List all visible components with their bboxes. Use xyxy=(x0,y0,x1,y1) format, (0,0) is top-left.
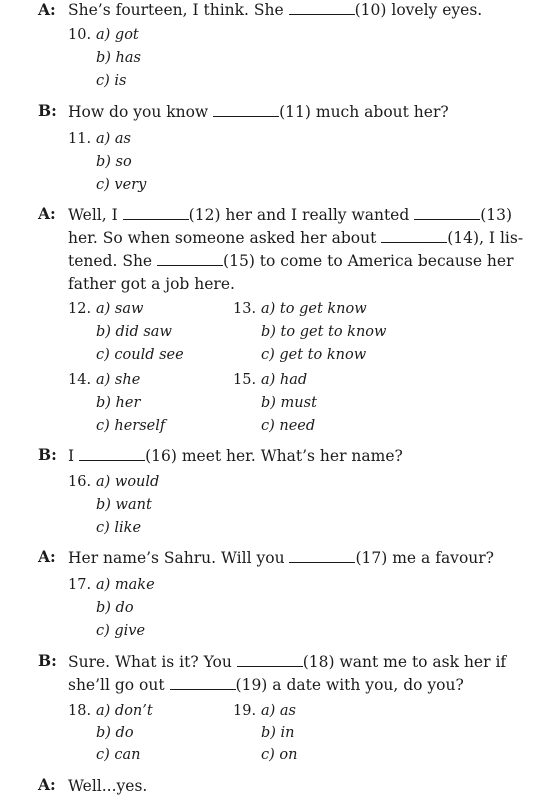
answer-blank[interactable] xyxy=(414,205,480,220)
speaker-label: B: xyxy=(38,651,57,670)
line-text: she’ll go out xyxy=(68,676,170,694)
line-text: father got a job here. xyxy=(68,275,235,293)
blank-number: (14) xyxy=(447,229,480,247)
blank-number: (10) xyxy=(354,1,387,19)
line-text: , I lis- xyxy=(479,229,524,247)
question-number: 12. xyxy=(68,301,92,317)
dialogue-line xyxy=(68,250,514,272)
answer-blank[interactable] xyxy=(79,446,145,461)
dialogue-line xyxy=(68,674,464,696)
dialogue-line xyxy=(68,101,449,123)
answer-blank[interactable] xyxy=(381,228,447,243)
blank-number: (19) xyxy=(235,676,268,694)
speaker-label: A: xyxy=(38,0,56,19)
option-c[interactable]: c) on xyxy=(261,747,298,763)
blank-number: (15) xyxy=(223,252,255,270)
speaker-label: A: xyxy=(38,204,56,223)
option-b[interactable]: b) must xyxy=(261,395,317,411)
answer-blank[interactable] xyxy=(157,251,223,266)
option-c[interactable]: c) could see xyxy=(96,347,184,363)
blank-number: (17) xyxy=(355,549,388,567)
line-text: tened. She xyxy=(68,252,158,270)
option-c[interactable]: c) like xyxy=(96,520,142,536)
option-a[interactable]: a) to get know xyxy=(261,301,367,317)
line-text: She’s fourteen, I think. She xyxy=(68,1,289,19)
blank-number: (13) xyxy=(480,206,513,224)
line-text: to come to America because her xyxy=(254,252,514,270)
line-text: Sure. What is it? You xyxy=(68,653,237,671)
question-number: 10. xyxy=(68,27,92,43)
answer-blank[interactable] xyxy=(289,548,355,563)
question-number: 16. xyxy=(68,474,92,490)
line-text: her. So when someone asked her about xyxy=(68,229,382,247)
option-c[interactable]: c) very xyxy=(96,177,147,193)
dialogue-line xyxy=(68,445,403,467)
option-a[interactable]: a) make xyxy=(96,577,155,593)
speaker-label: A: xyxy=(38,547,56,566)
answer-blank[interactable] xyxy=(123,205,189,220)
speaker-label: B: xyxy=(38,101,57,120)
dialogue-line xyxy=(68,227,523,249)
line-text: her and I really wanted xyxy=(220,206,415,224)
option-c[interactable]: c) get to know xyxy=(261,347,367,363)
option-b[interactable]: b) has xyxy=(96,50,141,66)
dialogue-line xyxy=(68,547,494,569)
question-number: 19. xyxy=(233,703,257,719)
line-text: want me to ask her if xyxy=(334,653,507,671)
line-text: Well, I xyxy=(68,206,123,224)
blank-number: (18) xyxy=(302,653,335,671)
option-b[interactable]: b) to get to know xyxy=(261,324,387,340)
option-b[interactable]: b) her xyxy=(96,395,141,411)
line-text: Well...yes. xyxy=(68,777,148,795)
question-number: 15. xyxy=(233,372,257,388)
dialogue-line xyxy=(68,0,482,21)
option-b[interactable]: b) in xyxy=(261,725,295,741)
blank-number: (11) xyxy=(279,103,311,121)
option-b[interactable]: b) did saw xyxy=(96,324,172,340)
option-a[interactable]: a) saw xyxy=(96,301,144,317)
line-text: Her name’s Sahru. Will you xyxy=(68,549,290,567)
line-text: much about her? xyxy=(310,103,449,121)
option-a[interactable]: a) as xyxy=(261,703,296,719)
question-number: 13. xyxy=(233,301,257,317)
answer-blank[interactable] xyxy=(289,0,355,15)
option-a[interactable]: a) would xyxy=(96,474,160,490)
line-text: How do you know xyxy=(68,103,214,121)
option-a[interactable]: a) as xyxy=(96,131,131,147)
option-a[interactable]: a) got xyxy=(96,27,139,43)
option-b[interactable]: b) do xyxy=(96,725,134,741)
dialogue-line xyxy=(68,204,512,226)
option-a[interactable]: a) had xyxy=(261,372,308,388)
line-text: a date with you, do you? xyxy=(267,676,464,694)
option-b[interactable]: b) so xyxy=(96,154,132,170)
question-number: 18. xyxy=(68,703,92,719)
option-b[interactable]: b) want xyxy=(96,497,152,513)
blank-number: (16) xyxy=(145,447,177,465)
line-text: meet her. What’s her name? xyxy=(176,447,403,465)
option-c[interactable]: c) can xyxy=(96,747,141,763)
dialogue-line xyxy=(68,273,235,295)
option-c[interactable]: c) need xyxy=(261,418,316,434)
option-c[interactable]: c) give xyxy=(96,623,146,639)
blank-number: (12) xyxy=(188,206,221,224)
line-text: lovely eyes. xyxy=(386,1,483,19)
question-number: 11. xyxy=(68,131,92,147)
question-number: 14. xyxy=(68,372,92,388)
speaker-label: B: xyxy=(38,445,57,464)
option-a[interactable]: a) she xyxy=(96,372,141,388)
dialogue-line xyxy=(68,775,147,797)
option-b[interactable]: b) do xyxy=(96,600,134,616)
option-c[interactable]: c) herself xyxy=(96,418,166,434)
option-a[interactable]: a) don’t xyxy=(96,703,153,719)
answer-blank[interactable] xyxy=(213,102,279,117)
line-text: me a favour? xyxy=(387,549,494,567)
answer-blank[interactable] xyxy=(237,652,303,667)
speaker-label: A: xyxy=(38,775,56,794)
line-text: I xyxy=(68,447,80,465)
question-number: 17. xyxy=(68,577,92,593)
dialogue-line xyxy=(68,651,506,673)
answer-blank[interactable] xyxy=(170,675,236,690)
option-c[interactable]: c) is xyxy=(96,73,127,89)
